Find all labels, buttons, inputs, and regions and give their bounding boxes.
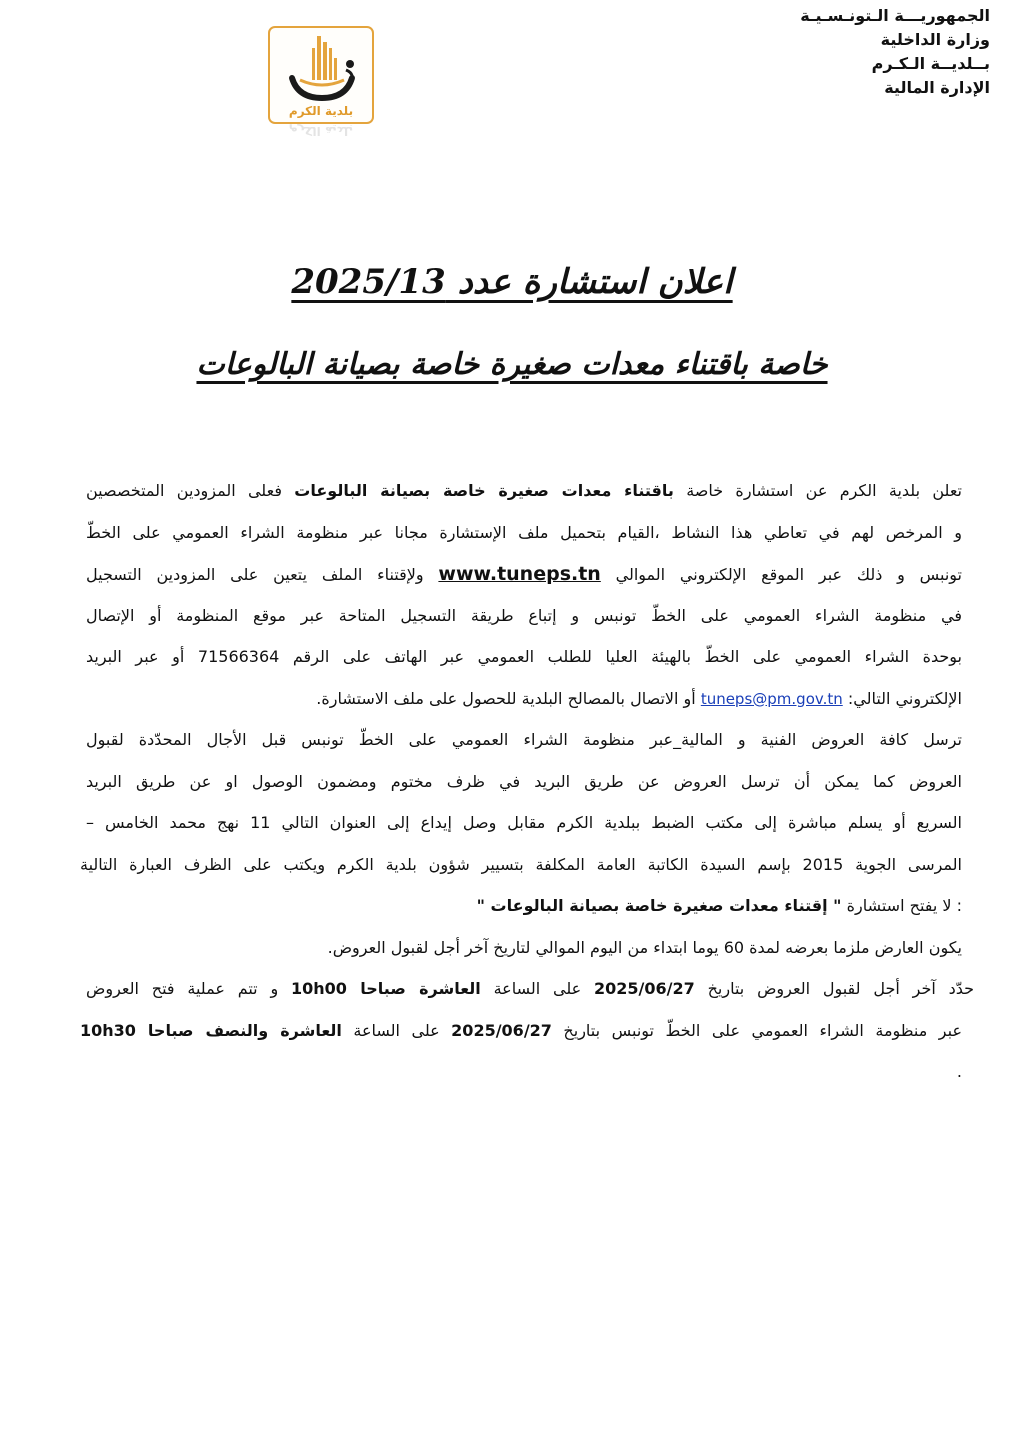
body-line-14 bbox=[80, 1016, 962, 1058]
body-line-6 bbox=[86, 684, 962, 726]
body-text: حدّد آخر أجل لقبول العروض بتاريخ bbox=[694, 979, 974, 998]
body-text: فعلى المزودين المتخصصين bbox=[86, 481, 295, 500]
envelope-phrase: " إقتناء معدات صغيرة خاصة بصيانة البالوعات " bbox=[476, 896, 842, 915]
body-line-1 bbox=[86, 476, 962, 518]
body-line-2: و المرخص لهم في تعاطي هذا النشاط ،القيام بتحميل ملف الإستشارة مجانا عبر منظومة الشراء العمومي على الخطّ bbox=[86, 522, 962, 542]
body-line-3 bbox=[86, 559, 962, 601]
body-text: الإلكتروني التالي: bbox=[842, 688, 962, 708]
deadline-time-words: العاشرة صباحا bbox=[360, 979, 481, 998]
opening-time-words: العاشرة والنصف صباحا bbox=[147, 1020, 342, 1040]
body-text: على الساعة bbox=[480, 979, 595, 998]
body-text: ولإقتناء الملف يتعين على المزودين التسجيل bbox=[86, 565, 439, 584]
announcement-title: اعلان استشارة عدد 2025/13 bbox=[291, 262, 733, 302]
tuneps-email-link[interactable]: tuneps@pm.gov.tn bbox=[700, 689, 843, 708]
announcement-body bbox=[80, 476, 974, 1099]
header-republic: الجمهوريـــة الـتونـسـيـة bbox=[800, 6, 990, 25]
body-line-7: ترسل كافة العروض الفنية و المالية_عبر منظومة الشراء العمومي على الخطّ تونبس قبل الأجال المحدّدة لقبول bbox=[86, 730, 962, 749]
body-text: عبر منظومة الشراء العمومي على الخطّ تونبس بتاريخ bbox=[551, 1020, 962, 1040]
body-text: على الساعة bbox=[341, 1020, 452, 1040]
body-text: : لا يفتح استشارة bbox=[841, 896, 962, 915]
body-line-13 bbox=[86, 974, 974, 1016]
header-municipality: بــلديــة الـكـرم bbox=[871, 54, 990, 73]
announcement-subtitle: خاصة باقتناء معدات صغيرة خاصة بصيانة البالوعات bbox=[196, 347, 828, 382]
municipality-logo bbox=[268, 26, 374, 124]
logo-reflection: بلدية الكرم bbox=[288, 124, 354, 138]
header-ministry: وزارة الداخلية bbox=[880, 30, 990, 49]
deadline-time: 10h00 bbox=[291, 979, 361, 998]
body-text: تعلن بلدية الكرم عن استشارة خاصة bbox=[673, 481, 962, 500]
body-text: أو الاتصال بالمصالح البلدية للحصول على ملف الاستشارة. bbox=[316, 688, 701, 708]
body-line-12: يكون العارض ملزما بعرضه لمدة 60 يوما ابتداء من اليوم الموالي لتاريخ آخر أجل لقبول العروض. bbox=[327, 937, 962, 957]
body-line-5: بوحدة الشراء العمومي على الخطّ بالهيئة العليا للطلب العمومي عبر الهاتف على الرقم 71566364 أو عبر البريد bbox=[86, 647, 962, 666]
body-text: تونبس و ذلك عبر الموقع الإلكتروني الموالي bbox=[600, 565, 962, 584]
body-line-4: في منظومة الشراء العمومي على الخطّ تونبس و إتباع طريقة التسجيل المتاحة عبر موقع المنظومة أو الإتصال bbox=[86, 605, 962, 625]
body-line-9: السريع أو يسلم مباشرة إلى مكتب الضبط ببلدية الكرم مقابل وصل إيداع إلى العنوان التالي 11 نهج محمد الخامس – bbox=[86, 813, 962, 832]
deadline-date: 2025/06/27 bbox=[594, 979, 695, 998]
body-line-8: العروض كما يمكن أن ترسل العروض عن طريق البريد في ظرف مختوم ومضمون الوصول او عن طريق البريد bbox=[86, 771, 962, 791]
body-line-15: . bbox=[956, 1062, 962, 1081]
ministry-header bbox=[730, 4, 990, 100]
opening-time: 10h30 bbox=[80, 1020, 148, 1040]
body-bold-item: باقتناء معدات صغيرة خاصة بصيانة البالوعات bbox=[294, 481, 674, 500]
logo-label: بلدية الكرم bbox=[288, 104, 354, 118]
body-line-10: المرسى الجوية 2015 بإسم السيدة الكاتبة العامة المكلفة بتسيير شؤون بلدية الكرم ويكتب على الظرف العبارة التالية bbox=[80, 854, 962, 874]
tuneps-website-link[interactable]: www.tuneps.tn bbox=[438, 563, 601, 585]
body-text: و تتم عملية فتح العروض bbox=[86, 979, 292, 998]
header-department: الإدارة المالية bbox=[884, 78, 990, 97]
body-line-11 bbox=[86, 891, 962, 933]
opening-date: 2025/06/27 bbox=[451, 1020, 552, 1040]
